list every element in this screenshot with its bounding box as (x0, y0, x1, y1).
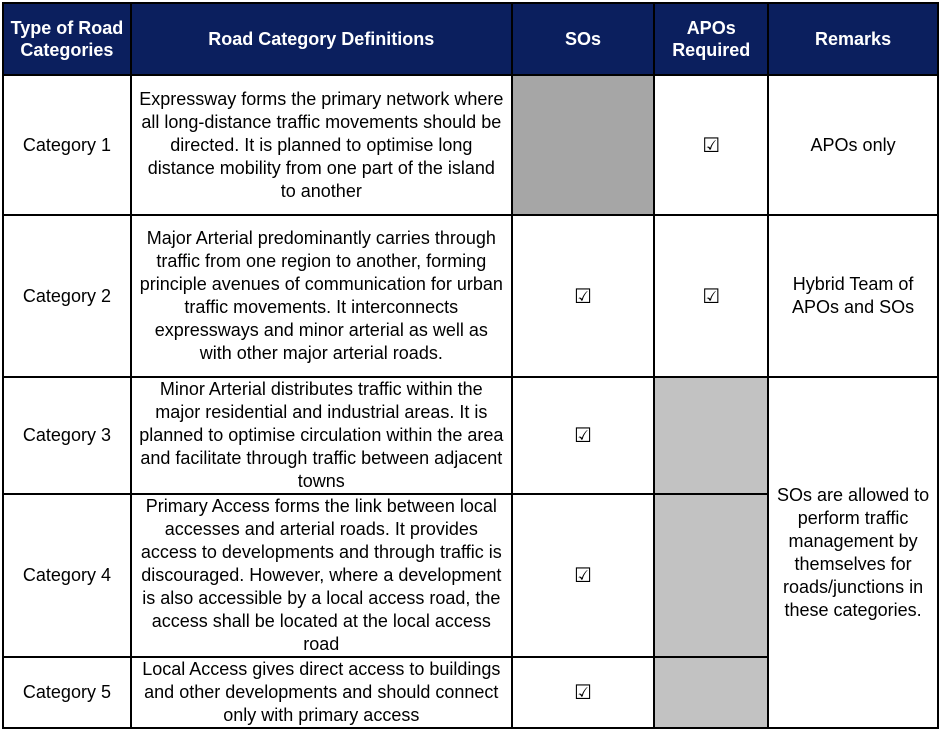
checkbox-icon: ☑ (512, 494, 655, 657)
definition-cell: Major Arterial predominantly carries through traffic from one region to another, forming principle avenues of communication for urban traffic movements. It interconnects expressways and minor arterial as well as with other major arterial roads. (131, 215, 512, 377)
road-category-table (2, 2, 939, 729)
category-cell: Category 4 (3, 494, 131, 657)
definition-cell: Local Access gives direct access to buildings and other developments and should connect only with primary access (131, 657, 512, 728)
category-cell: Category 2 (3, 215, 131, 377)
checkbox-icon: ☑ (654, 215, 768, 377)
checkbox-icon: ☑ (654, 75, 768, 215)
definition-cell: Minor Arterial distributes traffic within the major residential and industrial areas. It is planned to optimise circulation within the area and facilitate through traffic between adjacent towns (131, 377, 512, 494)
table-row (3, 75, 938, 215)
category-cell: Category 1 (3, 75, 131, 215)
apos-cell-empty (654, 377, 768, 494)
merged-remark-cell: SOs are allowed to perform traffic management by themselves for roads/junctions in these categories. (768, 377, 938, 728)
definition-cell: Primary Access forms the link between local accesses and arterial roads. It provides access to developments and through traffic is discouraged. However, where a development is also accessible by a local access road, the access shall be located at the local access road (131, 494, 512, 657)
apos-cell-empty (654, 657, 768, 728)
sos-cell-empty (512, 75, 655, 215)
checkbox-icon: ☑ (512, 215, 655, 377)
definition-cell: Expressway forms the primary network where all long-distance traffic movements should be directed. It is planned to optimise long distance mobility from one part of the island to another (131, 75, 512, 215)
header-definitions: Road Category Definitions (131, 3, 512, 75)
header-type: Type of Road Categories (3, 3, 131, 75)
checkbox-icon: ☑ (512, 377, 655, 494)
header-apos: APOs Required (654, 3, 768, 75)
header-sos: SOs (512, 3, 655, 75)
apos-cell-empty (654, 494, 768, 657)
remark-cell: APOs only (768, 75, 938, 215)
table-row (3, 377, 938, 494)
category-cell: Category 5 (3, 657, 131, 728)
table-row (3, 215, 938, 377)
remark-cell: Hybrid Team of APOs and SOs (768, 215, 938, 377)
header-remarks: Remarks (768, 3, 938, 75)
category-cell: Category 3 (3, 377, 131, 494)
header-row (3, 3, 938, 75)
checkbox-icon: ☑ (512, 657, 655, 728)
